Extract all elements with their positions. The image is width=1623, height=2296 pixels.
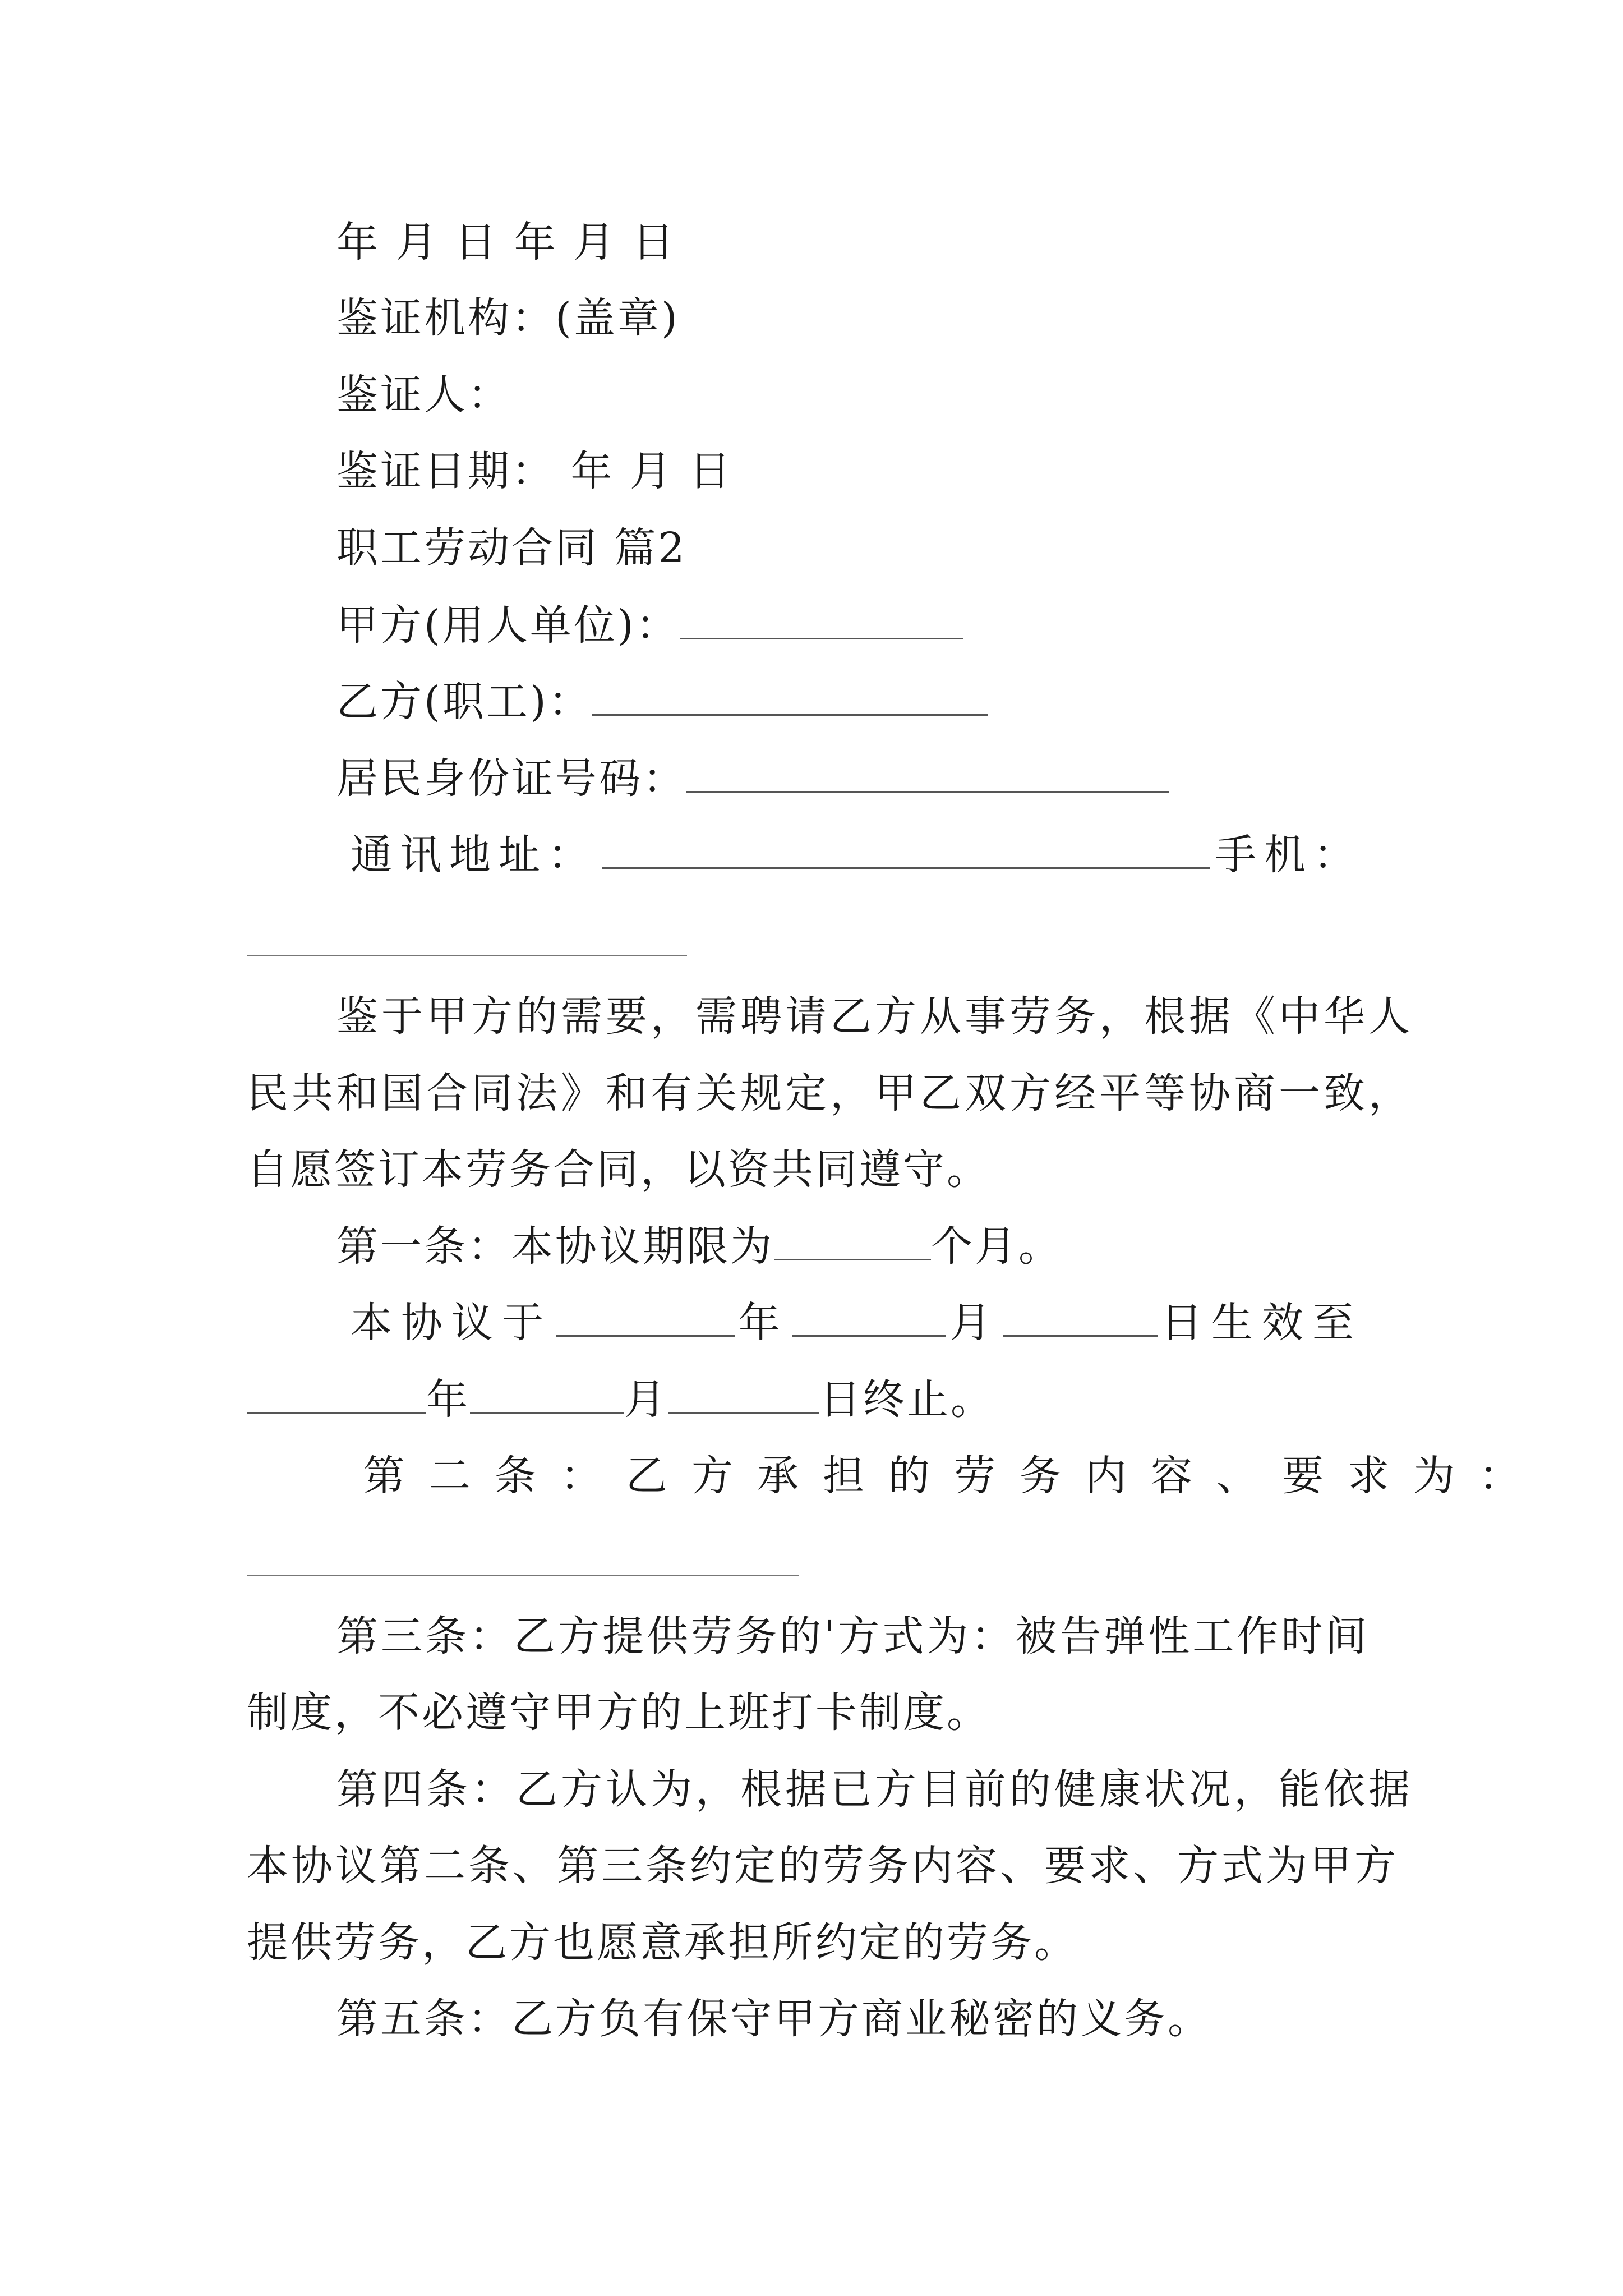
id-number-blank[interactable] <box>686 789 1169 793</box>
end-month-label: 月 <box>624 1375 668 1424</box>
certification-person: 鉴证人： <box>336 371 511 419</box>
start-month-blank[interactable] <box>792 1333 946 1337</box>
effective-suffix: 日生效至 <box>1160 1299 1363 1347</box>
article-2: 第二条：乙方承担的劳务内容、要求为： <box>363 1452 1544 1500</box>
start-day-blank[interactable] <box>1003 1333 1158 1337</box>
start-year-blank[interactable] <box>556 1333 735 1337</box>
start-year-label: 年 <box>738 1299 789 1347</box>
party-a-blank[interactable] <box>680 636 963 639</box>
end-day-blank[interactable] <box>668 1410 819 1414</box>
article-3-line-2: 制度，不必遵守甲方的上班打卡制度。 <box>247 1688 990 1737</box>
end-month-blank[interactable] <box>470 1410 624 1414</box>
party-a-label: 甲方(用人单位)： <box>336 601 680 650</box>
address-phone-field <box>351 831 1363 879</box>
end-year-label: 年 <box>426 1375 470 1424</box>
party-b-field <box>336 678 988 726</box>
intro-line-2: 民共和国合同法》和有关规定，甲乙双方经平等协商一致， <box>247 1069 1413 1117</box>
article-1-prefix: 第一条：本协议期限为 <box>336 1222 774 1271</box>
party-b-blank[interactable] <box>592 712 988 716</box>
phone-blank[interactable] <box>247 955 687 956</box>
intro-line-1: 鉴于甲方的需要，需聘请乙方从事劳务，根据《中华人 <box>336 992 1413 1041</box>
intro-line-3: 自愿签订本劳务合同，以资共同遵守。 <box>247 1145 990 1194</box>
termination-date-line <box>247 1375 994 1424</box>
article-3-line-1: 第三条：乙方提供劳务的'方式为：被告弹性工作时间 <box>336 1612 1370 1660</box>
term-start-prefix: 本协议于 <box>351 1299 552 1347</box>
article-4-line-3: 提供劳务，乙方也愿意承担所约定的劳务。 <box>247 1918 1078 1967</box>
article-2-blank[interactable] <box>247 1575 799 1576</box>
article-1-suffix: 个月。 <box>931 1222 1062 1271</box>
effective-date-line <box>351 1299 1363 1347</box>
address-label: 通讯地址： <box>351 831 597 879</box>
start-month-label: 月 <box>949 1299 1000 1347</box>
party-b-label: 乙方(职工)： <box>336 678 592 726</box>
contract-title: 职工劳动合同 篇2 <box>336 524 687 572</box>
end-year-blank[interactable] <box>247 1410 426 1414</box>
phone-label: 手机： <box>1215 831 1363 879</box>
article-5: 第五条：乙方负有保守甲方商业秘密的义务。 <box>336 1995 1211 2043</box>
id-number-label: 居民身份证号码： <box>336 754 686 803</box>
term-months-blank[interactable] <box>774 1257 931 1260</box>
article-4-line-2: 本协议第二条、第三条约定的劳务内容、要求、方式为甲方 <box>247 1842 1399 1890</box>
signature-dates: 年 月 日 年 月 日 <box>336 218 676 266</box>
certification-org: 鉴证机构：(盖章) <box>336 294 680 342</box>
terminate-suffix: 日终止。 <box>819 1375 994 1424</box>
article-4-line-1: 第四条：乙方认为，根据已方目前的健康状况，能依据 <box>336 1765 1413 1814</box>
address-blank[interactable] <box>602 865 1210 869</box>
id-number-field <box>336 754 1169 803</box>
certification-date: 鉴证日期： 年 月 日 <box>336 447 733 495</box>
article-1 <box>336 1222 1062 1271</box>
party-a-field <box>336 601 963 650</box>
